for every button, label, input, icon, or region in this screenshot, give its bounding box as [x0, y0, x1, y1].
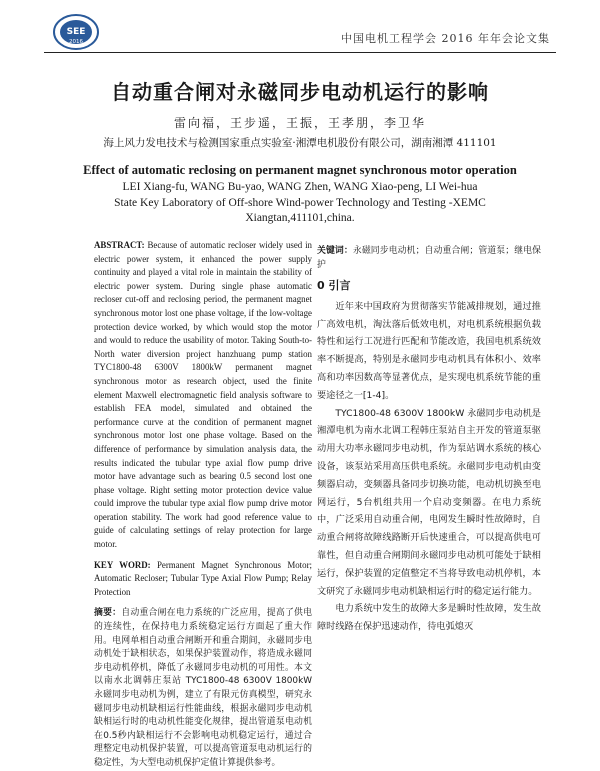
right-column [317, 239, 541, 636]
logo-year: 2016 [69, 39, 83, 45]
abstract-cn [94, 607, 312, 770]
intro-paragraph-3: 电力系统中发生的故障大多是瞬时性故障，发生故障时线路在保护迅速动作，待电弧熄灭 [317, 603, 541, 633]
abstract-en-text: Because of automatic recloser widely used in electric power system, it enhanced the power supply continuity and played a vital role in maintain the stability of electric power system. During single phase automatic recloser cut-off and reclosing period, the permanent magnet synchronous motor lost one phase voltage, if the low-voltage protection device worked, by which would stop the motor and would to reduce the usability of motor. Taking South-to-North water diversion project hanzhuang pump station TYC1800-48 6300V 1800kW permanent magnet synchronous motor as research object, used the finite element Maxwell electromagnetic field analysis software to establish FEA model, simulated and obtained the performance curve at the condition of permanent magnet synchronous motor lost one phase voltage. Based on the difference of performance by simulation analysis data, the results indicated the tubular type axial flow pump drive motor have advantage such as bearing 0.5 second lost one phase voltage. Right setting motor protection device value could improve the tubular type axial flow pump drive motor operation stability. The work had good reference value to guide of calculating settings of relay protection for large motor. [94, 240, 312, 550]
keywords-cn [317, 245, 541, 272]
intro-paragraph-2: TYC1800-48 6300V 1800kW 永磁同步电动机是湘潭电机为南水北调工程韩庄泵站自主开发的管道泵驱动用大功率永磁同步电动机，作为泵站调水系统的核心设备，该泵站采用高压供电系统。永磁同步电动机由变频器启动，变频器具备同步切换功能，电动机切换至电网运行，5台机组共用一个启动变频器。在电力系统中，广泛采用自动重合闸，电网发生瞬时性故障时，自动重合闸将故障线路断开后快速重合，可以提高供电可靠性，但自动重合闸期间永磁同步电动机可能处于缺相运行，保护装置的定值整定不当将导致电动机停机，本文研究了永磁同步电动机缺相运行时的稳定运行能力。 [317, 407, 541, 597]
keywords-en [94, 559, 312, 600]
left-column [94, 239, 312, 771]
title-en: Effect of automatic reclosing on permanent magnet synchronous motor operation [83, 163, 517, 177]
authors-en: LEI Xiang-fu, WANG Bu-yao, WANG Zhen, WANG Xiao-peng, LI Wei-hua [122, 181, 478, 193]
affiliation-en-1: State Key Laboratory of Off-shore Wind-power Technology and Testing -XEMC [114, 197, 486, 209]
header-rule [44, 52, 556, 53]
see-logo [52, 12, 112, 52]
abstract-cn-label: 摘要： [94, 608, 122, 619]
running-header: 中国电机工程学会 2016 年年会论文集 [341, 32, 550, 45]
abstract-en-label: ABSTRACT: [94, 240, 145, 250]
affiliation-en-2: Xiangtan,411101,china. [245, 212, 355, 224]
logo-text: SEE [66, 27, 86, 37]
intro-heading: 0 引言 [317, 279, 351, 293]
keywords-en-text: Permanent Magnet Synchronous Motor; Automatic Recloser; Tubular Type Axial Flow Pump; Relay Protection [94, 559, 312, 597]
authors-cn: 雷向福，王步遥，王振，王孝朋，李卫华 [173, 116, 426, 130]
affiliation-cn: 海上风力发电技术与检测国家重点实验室·湘潭电机股份有限公司，湖南湘潭 411101 [103, 137, 497, 149]
title-cn: 自动重合闸对永磁同步电动机运行的影响 [111, 80, 489, 104]
abstract-en [94, 239, 312, 552]
intro-paragraph-1: 近年来中国政府为贯彻落实节能减排规划，通过推广高效电机，淘汰落后低效电机，对电机系统根据负载特性和运行工况进行匹配和节能改造，我国电机系统效率不断提高，特别是永磁同步电动机具有体积小、效率高和功率因数高等显著优点，是实现电机系统节能的重要途径之一[1-4]。 [317, 300, 541, 401]
keywords-en-label: KEY WORD: [94, 559, 151, 570]
keywords-cn-text: 永磁同步电动机；自动重合闸；管道泵；继电保护 [317, 246, 542, 270]
keywords-cn-label: 关键词： [317, 246, 353, 256]
abstract-cn-text: 自动重合闸在电力系统的广泛应用，提高了供电的连续性，在保持电力系统稳定运行方面起了重大作用。电网单相自动重合闸断开和重合期间，永磁同步电动机处于缺相状态，如果保护装置动作，将造成永磁同步电动机停机，降低了永磁同步电动机的可用性。本文以南水北调韩庄泵站 TYC1800-48 6300V 1800kW 永磁同步电动机为例，建立了有限元仿真模型，研究永磁同步电动机缺相运行性能曲线，根据永磁同步电动机缺相运行时的电动机性能变化规律，提出管道泵电动机在0.5秒内缺相运行不会影响电动机稳定运行，通过合理整定电动机保护装置，可以提高管道泵电动机运行的稳定性，为大型电动机保护定值计算提供参考。 [94, 608, 313, 768]
